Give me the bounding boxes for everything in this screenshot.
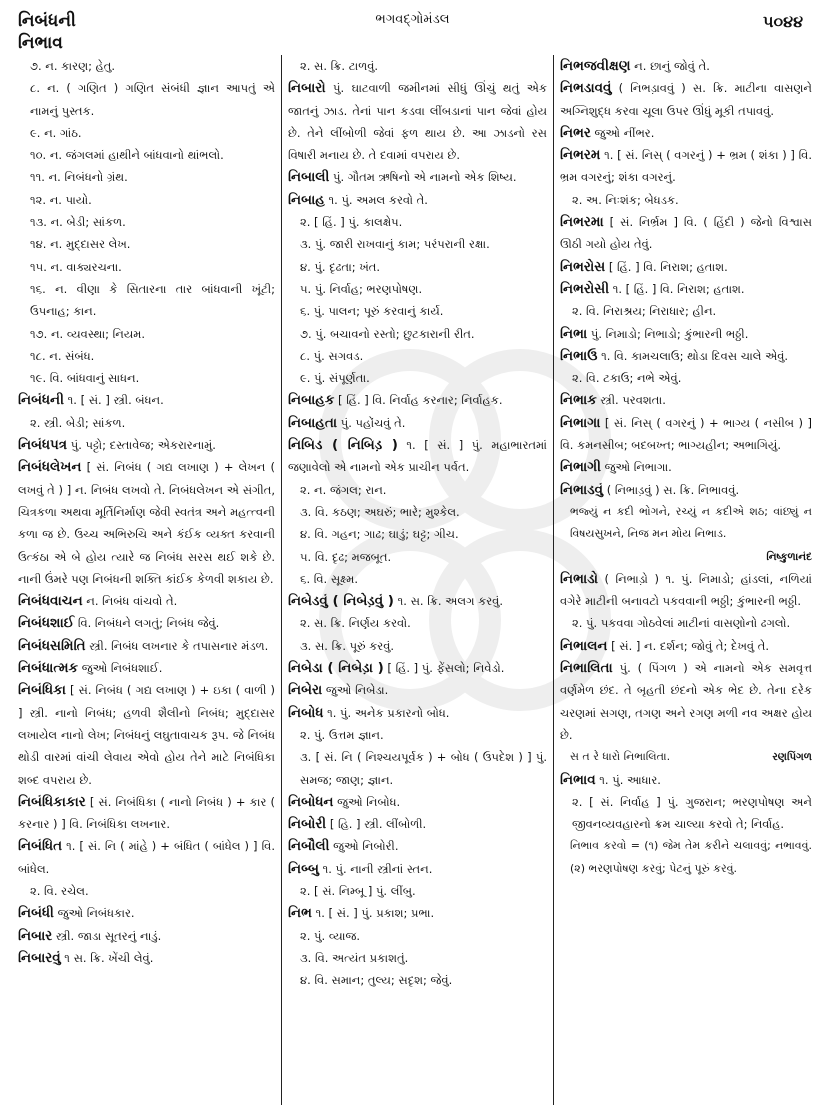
definition: ૧. પું. નાની સ્ત્રીનાં સ્તન. bbox=[318, 861, 433, 876]
definition: જુઓ નિબેડા. bbox=[322, 683, 389, 698]
headword: નિબાહ bbox=[288, 191, 325, 208]
quote-text: ભજ્યું ન કદી ભોગને, રચ્યું ન કદીએ શઠ; વાંછ્યું ન વિષયસુખને, નિજ મન મોય નિભાડ. bbox=[570, 504, 812, 541]
dictionary-entry bbox=[560, 144, 812, 189]
definition: ૧. [ સં. ] પું. મહાભારતમાં જણાવેલો એ નામનો એક પ્રાચીન પર્વત. bbox=[288, 438, 547, 475]
headword: નિભજવીક્ષણ bbox=[560, 58, 631, 74]
dictionary-entry bbox=[288, 77, 547, 166]
sense-line: ૨. [ સં. નિમ્બૂ ] પું. લીંબુ. bbox=[300, 883, 416, 898]
definition: ૧. પું. અમલ કરવો તે. bbox=[324, 192, 428, 207]
dictionary-entry bbox=[18, 925, 275, 947]
definition: [ સં. નિબંધ ( ગદ્ય લખાણ ) + લેખન ( લખવું તે ) ] ન. નિબંધ લખવો તે. નિબંધલેખન એ સંગીત, ચિત્રકળા અથવા મૂર્તિનિર્માણ જેવી સ્વતંત્ર અને મહત્ત્વની કળા જ છે. ઉચ્ચ અભિરુચિ અને કંઈક વ્યક્ત કરવાની ઉત્કંઠા એ બે હોય ત્યારે જ નિબંધ સરસ થઈ શકે છે. નાની ઉંમરે પણ નિબંધની શક્તિ કાંઈક કેળવી શકાય છે. bbox=[18, 460, 275, 586]
definition: ૧. પું. આધાર. bbox=[595, 772, 661, 787]
dictionary-entry bbox=[18, 456, 275, 590]
sense-line: ૧૯. વિ. બાંધવાનું સાધન. bbox=[30, 371, 140, 386]
definition: [ સં. નિસ્ ( વગરનું ) + ભાગ્ય ( નસીબ ) ] વિ. કમનસીબ; બદબખ્ત; ભાગ્યહીન; અભાગિયું. bbox=[560, 415, 812, 453]
dictionary-entry bbox=[560, 122, 812, 144]
definition: [ સં. ] ન. દર્શન; જોવું તે; દેખવું તે. bbox=[607, 638, 770, 653]
dictionary-entry bbox=[560, 479, 812, 501]
dictionary-entry bbox=[288, 902, 547, 924]
sense-line: ૩. વિ. કઠણ; અઘરું; ભારે; મુશ્કેલ. bbox=[300, 504, 460, 519]
sense-line: ૨. પું. વ્યાજ. bbox=[300, 928, 361, 943]
dictionary-entry bbox=[560, 412, 812, 457]
headword: નિબેડા ( નિબેડ઼ા ) bbox=[288, 660, 384, 677]
dictionary-entry bbox=[18, 902, 275, 924]
headword: નિબૌલી bbox=[288, 838, 330, 855]
dictionary-entry bbox=[560, 456, 812, 478]
dictionary-entry bbox=[560, 635, 812, 657]
definition: [ હિં. ] પું. ફેંસલો; નિવેડો. bbox=[383, 661, 505, 676]
sense-line: ૧૭. ન. વ્યવસ્થા; નિયમ. bbox=[30, 326, 146, 341]
definition: જુઓ નિબોરી. bbox=[329, 839, 399, 854]
definition: પું. ગૌતમ ઋષિનો એ નામનો એક શિષ્ય. bbox=[329, 170, 517, 185]
column-1 bbox=[18, 55, 282, 1105]
dictionary-entry bbox=[18, 434, 275, 456]
dictionary-entry bbox=[288, 835, 547, 857]
definition: ૧. [ સં. નિસ્ ( વગરનું ) + ભ્રમ ( શંકા ) ] વિ. ભ્રમ વગરનું; શંકા વગરનું. bbox=[560, 148, 812, 185]
definition: ન. નિબંધ વાંચવો તે. bbox=[82, 594, 178, 609]
headword: નિબાલી bbox=[288, 169, 330, 186]
headword: નિભાઉ bbox=[560, 347, 598, 364]
sense-line: ૨. [ હિં. ] પું. કાલક્ષેપ. bbox=[300, 215, 403, 230]
dictionary-entry bbox=[18, 679, 275, 790]
headword: નિબિડ ( નિબિડ઼ ) bbox=[288, 437, 398, 454]
headword: નિભાગી bbox=[560, 459, 601, 476]
sense-line: ૧૪. ન. મુદ્દાસર લેખ. bbox=[30, 237, 131, 252]
quote-text: સ ત રે ધારો નિભાલિતા. bbox=[570, 750, 671, 764]
sense-line: ૭. ન. કારણ; હેતુ. bbox=[30, 59, 116, 73]
dictionary-entry bbox=[560, 389, 812, 411]
definition: ૧. [ સં. ] સ્ત્રી. બંધન. bbox=[63, 393, 164, 408]
headword: નિબ્બુ bbox=[288, 860, 319, 877]
headword: નિભરોસ bbox=[560, 258, 606, 275]
headword: નિબેરા bbox=[288, 682, 323, 699]
headword: નિબંધી bbox=[18, 905, 54, 922]
dictionary-entry bbox=[288, 858, 547, 880]
dictionary-entry bbox=[288, 657, 547, 679]
sense-line: ૨. વિ. રચેલ. bbox=[30, 883, 89, 898]
definition: જુઓ નિબોધ. bbox=[333, 794, 401, 809]
definition: પું. પહોંચવું તે. bbox=[337, 415, 406, 430]
dictionary-entry bbox=[18, 791, 275, 836]
definition: જુઓ નીંભર. bbox=[590, 125, 655, 140]
sense-line: ૮. પું. સગવડ. bbox=[300, 348, 364, 363]
headword: નિબાહક bbox=[288, 392, 335, 409]
headword: નિબોધન bbox=[288, 793, 334, 810]
dictionary-entry bbox=[18, 835, 275, 880]
headword: નિબંધસમિતિ bbox=[18, 637, 86, 654]
headword: નિબંધિત bbox=[18, 838, 63, 855]
sense-line: ૨. ન. જંગલ; રાન. bbox=[300, 482, 387, 497]
headword: નિબાહતા bbox=[288, 414, 338, 431]
sense-line: ૬. વિ. સૂક્ષ્મ. bbox=[300, 571, 359, 586]
headword: નિભાલન bbox=[560, 637, 608, 654]
dictionary-entry bbox=[18, 947, 275, 969]
sense-line: ૨. સ. ક્રિ. ટાળવું. bbox=[300, 59, 379, 73]
sense-line: ૭. પું. બચાવનો રસ્તો; છુટકારાની રીત. bbox=[300, 326, 475, 341]
running-title: ભગવદ્ગોમંડલ bbox=[375, 12, 450, 27]
page-number: ૫૦૪૪ bbox=[763, 12, 803, 31]
definition: સ્ત્રી. પરવશતા. bbox=[596, 393, 666, 408]
definition: ૧. પું. અનેક પ્રકારનો બોધ. bbox=[323, 705, 450, 720]
usage-quote bbox=[560, 501, 812, 546]
column-3 bbox=[554, 55, 818, 1105]
sense-line: ૧૨. ન. પાયો. bbox=[30, 192, 92, 207]
headword: નિભાડો bbox=[560, 570, 599, 587]
sense-line: ૪. પું. દૃઢતા; ખંત. bbox=[300, 259, 381, 274]
dictionary-entry bbox=[288, 434, 547, 479]
definition: જુઓ નિભાગા. bbox=[600, 460, 672, 475]
sense-line: ૩. પું. જારી રાખવાનું કામ; પરંપરાની રક્ષા. bbox=[300, 237, 490, 252]
sense-line: ૪. વિ. ગહન; ગાઢ; ઘાડું; ઘટ્ટ; ગીચ. bbox=[300, 527, 459, 542]
sense-line: ૧૩. ન. બેડી; સાંકળ. bbox=[30, 215, 126, 230]
headword: નિભ bbox=[288, 905, 312, 922]
sense-line: ૯. ન. ગાંઠ. bbox=[30, 125, 82, 140]
dictionary-entry bbox=[560, 568, 812, 613]
headword: નિબોધ bbox=[288, 704, 324, 721]
dictionary-entry bbox=[560, 769, 812, 791]
definition: [ સં. નિબંધ ( ગદ્ય લખાણ ) + ઇકા ( વાળી ) ] સ્ત્રી. નાનો નિબંધ; હળવી શૈલીનો નિબંધ; મુદ્દાસર લખાયેલ નાનો લેખ; નિબંધનું લઘુતાવાચક રૂપ. જે નિબંધ થોડી વારમાં વાંચી લેવાય એવો હોય તેને માટે નિબંધિકા શબ્દ વપરાય છે. bbox=[18, 683, 275, 787]
sense-line: ૨. અ. નિઃશંક; બેધડક. bbox=[572, 192, 679, 207]
definition: [ સં. નિર્ભ્રમ ] વિ. ( હિંદી ) જેનો વિશ્વાસ ઊઠી ગયો હોય તેવું. bbox=[560, 215, 812, 252]
definition: પું. નિમાડો; નિભાડો; કુંભારની ભઠ્ઠી. bbox=[587, 326, 749, 341]
definition: ૧. [ સં. ] પું. પ્રકાશ; પ્રભા. bbox=[311, 906, 435, 921]
definition: ( નિભાડ઼ો ) ૧. પું. નિમાડો; હાંડલાં, નળિયાં વગેરે માટીની બનાવટો પકવવાની ભઠ્ઠી; કુંભારની ભઠ્ઠી. bbox=[560, 571, 812, 609]
dictionary-entry bbox=[560, 657, 812, 746]
headword: નિબાર bbox=[18, 927, 53, 944]
sense-line: ૧૧. ન. નિબંધનો ગ્રંથ. bbox=[30, 170, 128, 185]
definition: સ્ત્રી. નિબંધ લખનાર કે તપાસનાર મંડળ. bbox=[85, 638, 269, 653]
definition: જુઓ નિબંધશાઈ. bbox=[78, 661, 163, 676]
headword: નિબંધાત્મક bbox=[18, 660, 79, 677]
definition: ૧. [ હિં. ] વિ. નિરાશ; હતાશ. bbox=[609, 281, 745, 296]
definition: [ હિં. ] વિ. નિર્વાહ કરનાર; નિર્વાહક. bbox=[334, 393, 503, 408]
sense-line: ૧૮. ન. સંબંધ. bbox=[30, 348, 95, 363]
headword: નિબંધિકાકાર bbox=[18, 793, 86, 810]
definition: [ સં. નિબંધિકા ( નાનો નિબંધ ) + કાર ( કરનાર ) ] વિ. નિબંધિકા લખનાર. bbox=[18, 794, 275, 832]
dictionary-entry bbox=[288, 412, 547, 434]
dictionary-entry bbox=[560, 77, 812, 122]
sense-line: ૯. પું. સંપૂર્ણતા. bbox=[300, 371, 370, 386]
guide-word-first: નિબંધની bbox=[18, 11, 76, 31]
usage-quote bbox=[560, 746, 812, 768]
sense-line: ૫. પું. નિર્વાહ; ભરણપોષણ. bbox=[300, 281, 423, 296]
definition: ૧. [ સં. નિ ( માંહે ) + બંધિત ( બાંધેલ ) ] વિ. બાંધેલ. bbox=[18, 839, 275, 876]
headword: નિભાવ bbox=[560, 771, 596, 788]
headword: નિભાલિતા bbox=[560, 660, 613, 677]
headword: નિભાગા bbox=[560, 414, 601, 431]
headword: નિબંધપત્ર bbox=[18, 437, 68, 454]
dictionary-entry bbox=[560, 345, 812, 367]
sense-line: ૪. વિ. સમાન; તુલ્ય; સદૃશ; જેવું. bbox=[300, 973, 453, 988]
headword: નિબંધવાચન bbox=[18, 593, 83, 610]
definition: ૧. સ. ક્રિ. અલગ કરવું. bbox=[393, 594, 504, 609]
column-2 bbox=[282, 55, 554, 1105]
headword: નિબેડવું ( નિબેડ઼વું ) bbox=[288, 593, 394, 610]
headword: નિભરમા bbox=[560, 214, 604, 231]
sense-line: ૮. ન. ( ગણિત ) ગણિત સંબંધી જ્ઞાન આપતું એ નામનું પુસ્તક. bbox=[30, 81, 275, 118]
headword: નિબારો bbox=[288, 80, 326, 97]
sense-line: ૨. સ. ક્રિ. નિર્ણય કરવો. bbox=[300, 616, 411, 631]
dictionary-entry bbox=[288, 791, 547, 813]
dictionary-entry bbox=[18, 590, 275, 612]
headword: નિભા bbox=[560, 325, 588, 342]
dictionary-entry bbox=[18, 389, 275, 411]
definition: પું. પટ્ટો; દસ્તાવેજ; એકરારનામું. bbox=[67, 438, 216, 453]
headword: નિબંધલેખન bbox=[18, 459, 82, 476]
dictionary-entry bbox=[560, 278, 812, 300]
definition: ન. છાનું જોવું તે. bbox=[630, 59, 710, 73]
quote-attribution: નિષ્કુળાનંદ bbox=[766, 550, 812, 563]
sense-line: ૩. સ. ક્રિ. પૂરું કરવું. bbox=[300, 638, 395, 653]
dictionary-entry bbox=[560, 55, 812, 77]
dictionary-entry bbox=[288, 389, 547, 411]
columns bbox=[18, 55, 818, 1105]
dictionary-entry bbox=[288, 590, 547, 612]
headword: નિભર bbox=[560, 124, 591, 141]
dictionary-entry bbox=[288, 813, 547, 835]
sense-line: ૬. પું. પાલન; પૂરું કરવાનું કાર્ય. bbox=[300, 304, 444, 319]
headword: નિભાડવું bbox=[560, 481, 604, 498]
dictionary-entry bbox=[560, 211, 812, 256]
definition: ( નિભડ઼ાવવું ) સ. ક્રિ. માટીના વાસણને અગ્નિશુદ્ધ કરવા ચૂલા ઉપર ઊંધું મૂકી તપાવવું. bbox=[560, 81, 812, 118]
definition: સ્ત્રી. જાડા સૂતરનું નાડું. bbox=[52, 928, 162, 943]
headword: નિભાક bbox=[560, 392, 597, 409]
sense-line: ૨. વિ. ટકાઉ; નભે એવું. bbox=[572, 371, 682, 386]
definition: [ હિ. ] સ્ત્રી. લીંબોળી. bbox=[326, 817, 427, 832]
sense-line: ૧૫. ન. વાક્યરચના. bbox=[30, 259, 122, 274]
definition: ૧ સ. ક્રિ. ખેંચી લેવું. bbox=[60, 950, 154, 965]
dictionary-entry bbox=[288, 189, 547, 211]
headword: નિબોરી bbox=[288, 816, 327, 833]
sense-line: ૨. પું. પકવવા ગોઠવેલાં માટીનાં વાસણોનો ઢગલો. bbox=[572, 616, 791, 631]
definition: [ હિં. ] વિ. નિરાશ; હતાશ. bbox=[605, 259, 728, 274]
sense-line: ૩. વિ. અત્યંત પ્રકાશતું. bbox=[300, 950, 409, 965]
definition: વિ. નિબંધને લગતું; નિબંધ જેવું. bbox=[74, 616, 220, 631]
headword: નિભરમ bbox=[560, 147, 601, 164]
sense-line: ૫. વિ. દૃઢ; મજબૂત. bbox=[300, 549, 392, 564]
sense-line: ૧૦. ન. જંગલમાં હાથીને બાંધવાનો થાંભલો. bbox=[30, 148, 224, 163]
definition: ( નિભાડ઼વું ) સ. ક્રિ. નિભાવવું. bbox=[603, 482, 740, 497]
dictionary-entry bbox=[18, 635, 275, 657]
sense-line: ૧૬. ન. વીણા કે સિતારના તાર બાંધવાની ખૂંટી; ઉપનાહ; કાન. bbox=[30, 281, 275, 319]
headword: નિબંધની bbox=[18, 392, 64, 409]
sense-line: ૨. સ્ત્રી. બેડી; સાંકળ. bbox=[30, 415, 126, 430]
usage-quote bbox=[560, 835, 812, 880]
definition: પું. ( પિંગળ ) એ નામનો એક સમવૃત્ત વર્ણમેળ છંદ. તે બૃહતી છંદનો એક ભેદ છે. તેના દરેક ચરણમાં સગણ, તગણ અને રગણ મળી નવ અક્ષર હોય છે. bbox=[560, 661, 812, 742]
quote-text: નિભાવ કરવો = (૧) જેમ તેમ કરીને ચલાવવું; નભાવવું. (૨) ભરણપોષણ કરવું; પેટનું પૂરું કરવું. bbox=[570, 839, 812, 875]
sense-line: ૨. [ સં. નિર્વાહ ] પું. ગુજરાન; ભરણપોષણ અને જીવનવ્યવહારનો ક્રમ ચાલ્યા કરવો તે; નિર્વાહ. bbox=[572, 794, 812, 832]
sense-line: ૨. વિ. નિરાશ્રય; નિરાધાર; હીન. bbox=[572, 304, 717, 319]
definition: ૧. વિ. કામચલાઉ; થોડા દિવસ ચાલે એવું. bbox=[597, 348, 789, 363]
dictionary-entry bbox=[288, 702, 547, 724]
headword: નિબંધશાઈ bbox=[18, 615, 75, 632]
definition: જુઓ નિબંધકાર. bbox=[53, 906, 135, 921]
dictionary-entry bbox=[288, 166, 547, 188]
headword: નિબંધિકા bbox=[18, 682, 66, 699]
headword: નિભરોસી bbox=[560, 280, 610, 297]
definition: પું. ઘાટવાળી જમીનમાં સીધું ઊંચું થતું એક જાતનું ઝાડ. તેનાં પાન કડવા લીંબડાનાં પાન જેવાં હોય છે. તેને લીંબોળી જેવાં ફળ થાય છે. આ ઝાડનો રસ વિષારી મનાય છે. તે દવામાં વપરાય છે. bbox=[288, 81, 547, 163]
headword: નિબારવું bbox=[18, 949, 61, 966]
headword: નિભડાવવું bbox=[560, 80, 612, 97]
quote-attribution: રણપિંગળ bbox=[772, 751, 812, 764]
dictionary-entry bbox=[18, 612, 275, 634]
sense-line: ૩. [ સં. નિ ( નિશ્ચયપૂર્વક ) + બોધ ( ઉપદેશ ) ] પું. સમજ; જાણ; જ્ઞાન. bbox=[300, 750, 547, 787]
sense-line: ૨. પું. ઉત્તમ જ્ઞાન. bbox=[300, 727, 384, 742]
dictionary-entry bbox=[18, 657, 275, 679]
dictionary-entry bbox=[560, 323, 812, 345]
guide-word-last: નિભાવ bbox=[18, 33, 63, 53]
dictionary-entry bbox=[560, 256, 812, 278]
dictionary-entry bbox=[288, 679, 547, 701]
